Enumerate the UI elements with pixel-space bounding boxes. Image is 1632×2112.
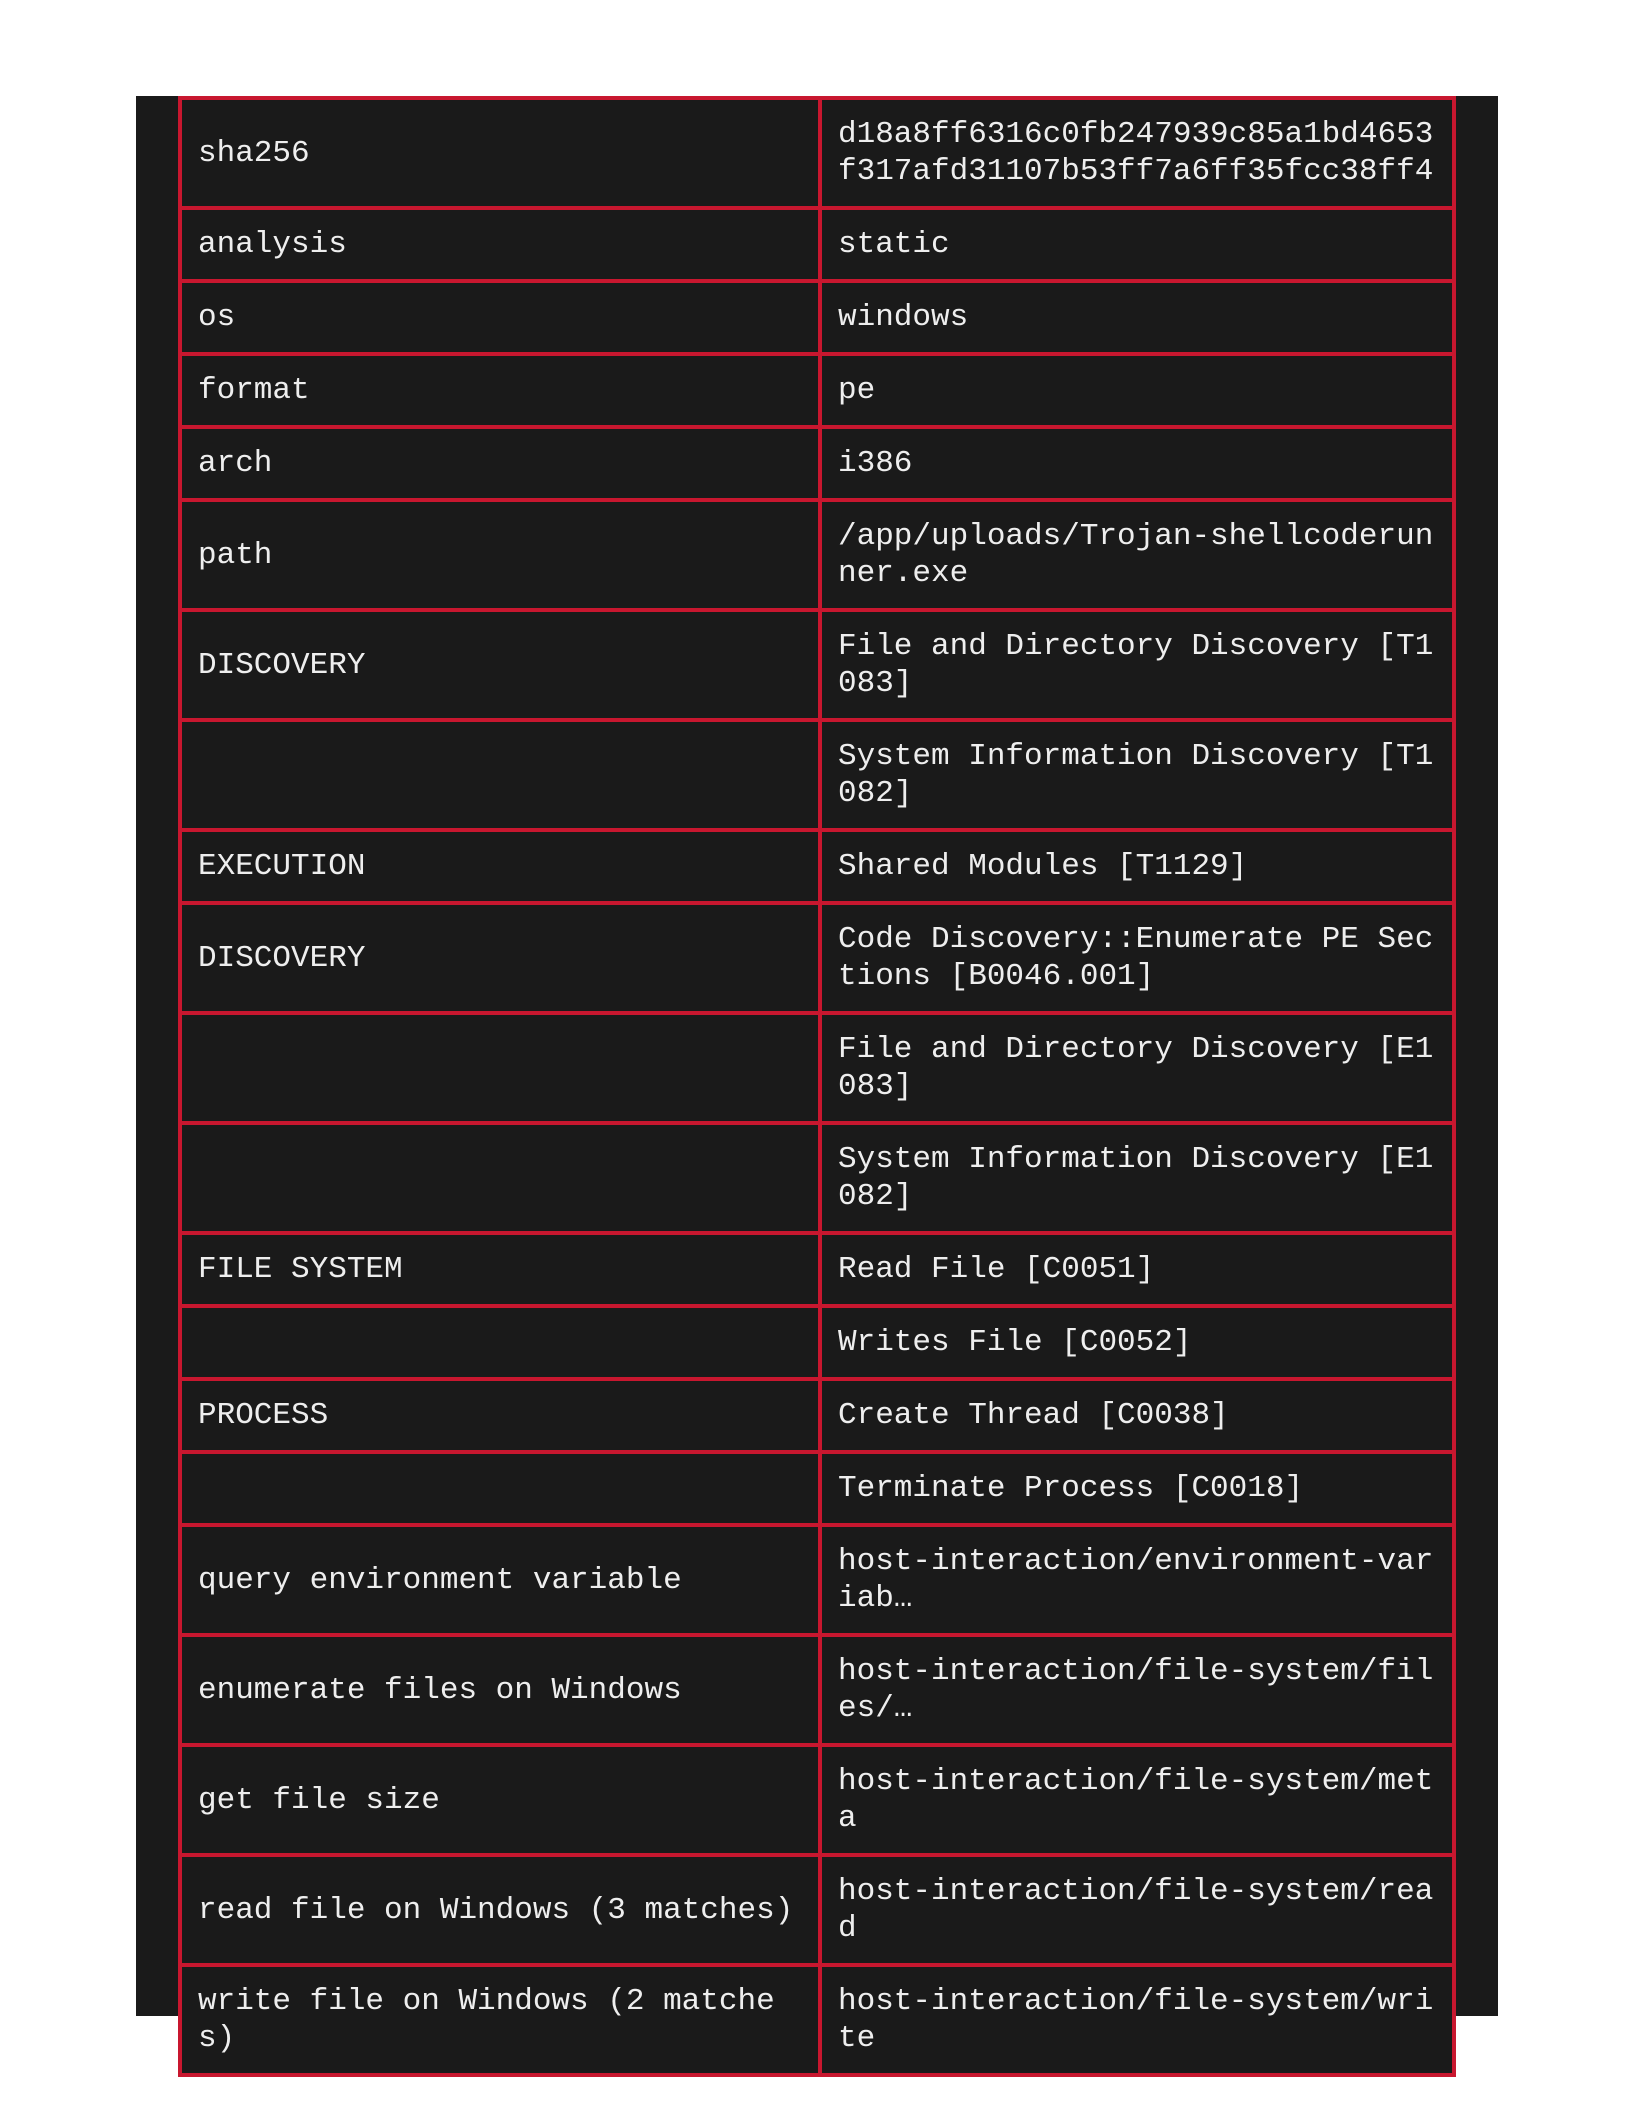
table-row: [178, 1015, 1456, 1125]
table-row: [178, 722, 1456, 832]
key-cell: DISCOVERY: [178, 905, 818, 1015]
value-cell: static: [818, 210, 1456, 283]
table-row: [178, 502, 1456, 612]
value-cell: host-interaction/environment-variab…: [818, 1527, 1456, 1637]
key-cell: arch: [178, 429, 818, 502]
table-row: [178, 283, 1456, 356]
key-cell: [178, 1125, 818, 1235]
key-cell: enumerate files on Windows: [178, 1637, 818, 1747]
key-cell: os: [178, 283, 818, 356]
value-cell: host-interaction/file-system/meta: [818, 1747, 1456, 1857]
value-cell: d18a8ff6316c0fb247939c85a1bd4653f317afd31107b53ff7a6ff35fcc38ff4: [818, 96, 1456, 210]
value-cell: windows: [818, 283, 1456, 356]
table-row: [178, 1967, 1456, 2077]
value-cell: Writes File [C0052]: [818, 1308, 1456, 1381]
table-row: [178, 1527, 1456, 1637]
value-cell: Terminate Process [C0018]: [818, 1454, 1456, 1527]
key-cell: sha256: [178, 96, 818, 210]
key-cell: get file size: [178, 1747, 818, 1857]
report-panel: [136, 96, 1498, 2056]
value-cell: File and Directory Discovery [E1083]: [818, 1015, 1456, 1125]
key-cell: format: [178, 356, 818, 429]
value-cell: host-interaction/file-system/read: [818, 1857, 1456, 1967]
table-row: [178, 1125, 1456, 1235]
table-row: [178, 1637, 1456, 1747]
table-row: [178, 1381, 1456, 1454]
value-cell: System Information Discovery [E1082]: [818, 1125, 1456, 1235]
table-row: [178, 1454, 1456, 1527]
table-row: [178, 1235, 1456, 1308]
table-row: [178, 1747, 1456, 1857]
key-cell: analysis: [178, 210, 818, 283]
key-cell: DISCOVERY: [178, 612, 818, 722]
value-cell: Read File [C0051]: [818, 1235, 1456, 1308]
table-row: [178, 612, 1456, 722]
key-cell: PROCESS: [178, 1381, 818, 1454]
table-row: [178, 1857, 1456, 1967]
analysis-table: [178, 96, 1456, 2077]
value-cell: System Information Discovery [T1082]: [818, 722, 1456, 832]
key-cell: [178, 1308, 818, 1381]
value-cell: Code Discovery::Enumerate PE Sections [B0046.001]: [818, 905, 1456, 1015]
table-row: [178, 96, 1456, 210]
value-cell: i386: [818, 429, 1456, 502]
value-cell: host-interaction/file-system/write: [818, 1967, 1456, 2077]
key-cell: query environment variable: [178, 1527, 818, 1637]
table-row: [178, 832, 1456, 905]
key-cell: [178, 1454, 818, 1527]
key-cell: write file on Windows (2 matches): [178, 1967, 818, 2077]
key-cell: path: [178, 502, 818, 612]
value-cell: /app/uploads/Trojan-shellcoderunner.exe: [818, 502, 1456, 612]
value-cell: host-interaction/file-system/files/…: [818, 1637, 1456, 1747]
table-row: [178, 429, 1456, 502]
table-row: [178, 356, 1456, 429]
key-cell: [178, 1015, 818, 1125]
table-row: [178, 210, 1456, 283]
value-cell: Shared Modules [T1129]: [818, 832, 1456, 905]
value-cell: pe: [818, 356, 1456, 429]
value-cell: Create Thread [C0038]: [818, 1381, 1456, 1454]
value-cell: File and Directory Discovery [T1083]: [818, 612, 1456, 722]
key-cell: [178, 722, 818, 832]
key-cell: read file on Windows (3 matches): [178, 1857, 818, 1967]
table-row: [178, 1308, 1456, 1381]
table-row: [178, 905, 1456, 1015]
key-cell: FILE SYSTEM: [178, 1235, 818, 1308]
key-cell: EXECUTION: [178, 832, 818, 905]
